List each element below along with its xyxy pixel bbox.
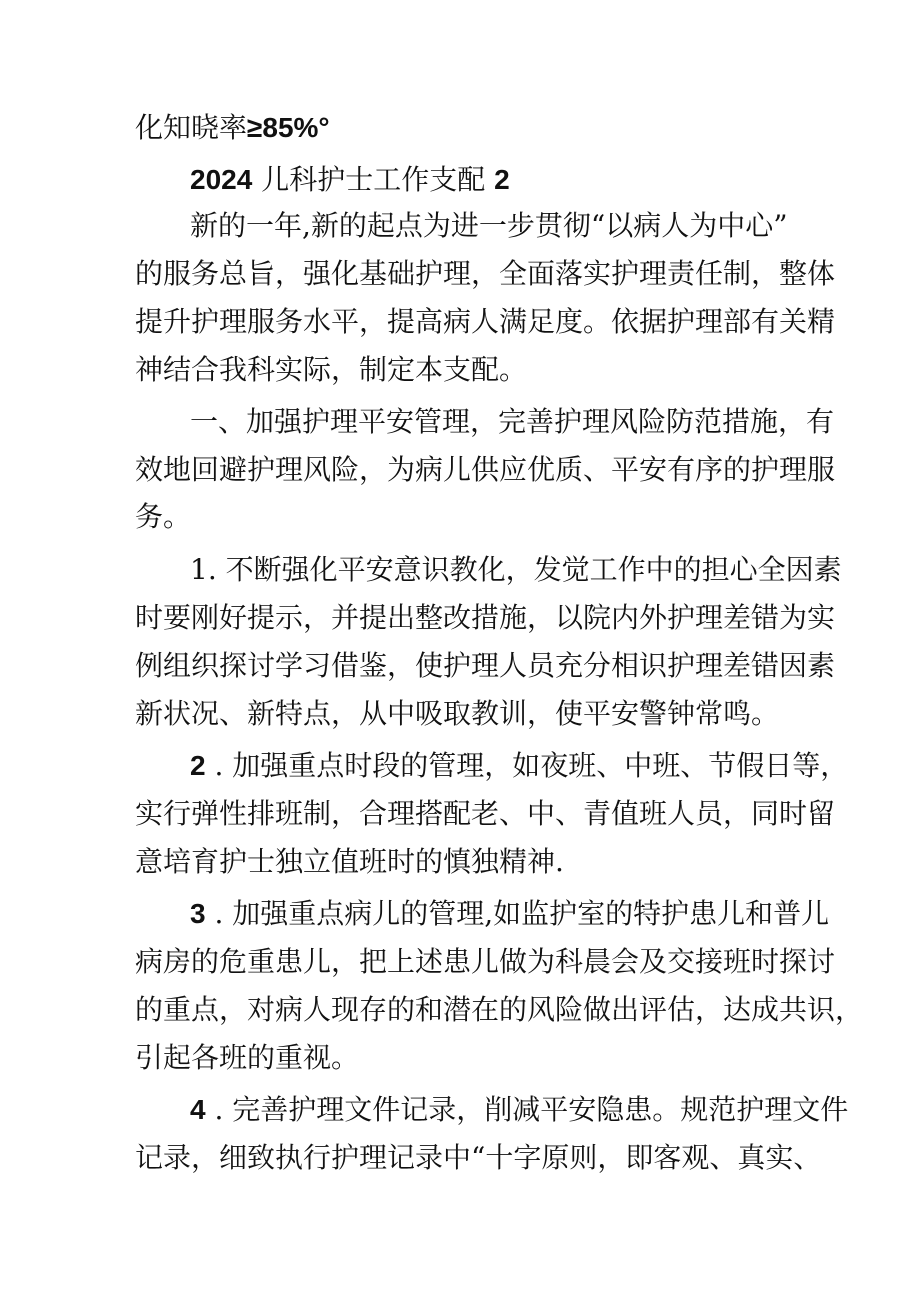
paragraph-2-line-3: 务。 (135, 500, 192, 533)
paragraph-1-line-3: 提升护理服务水平，提高病人满足度。依据护理部有关精 (135, 305, 836, 338)
paragraph-1-line-1: 新的一年,新的起点为进一步贯彻“以病人为中心” (190, 209, 788, 242)
section-heading (190, 160, 510, 200)
paragraph-5-line-1-text: . 加强重点病儿的管理,如监护室的特护患儿和普儿 (205, 897, 830, 930)
text-line-1-num: ≥85%° (247, 112, 330, 143)
paragraph-1-line-2: 的服务总旨，强化基础护理，全面落实护理责任制，整体 (135, 257, 836, 290)
paragraph-4-line-2: 实行弹性排班制，合理搭配老、中、青值班人员，同时留 (135, 797, 836, 830)
paragraph-3-line-2: 时要刚好提示，并提出整改措施，以院内外护理差错为实 (135, 601, 836, 634)
paragraph-2-line-2: 效地回避护理风险，为病儿供应优质、平安有序的护理服 (135, 453, 836, 486)
paragraph-6-number: 4 (190, 1094, 206, 1125)
text-line-1-pre: 化知晓率 (135, 111, 248, 144)
paragraph-5-line-4: 引起各班的重视。 (135, 1041, 360, 1074)
section-heading-title: 儿科护士工作支配 (252, 163, 495, 196)
paragraph-5-line-3: 的重点，对病人现存的和潜在的风险做出评估，达成共识， (135, 993, 864, 1026)
section-heading-year: 2024 (190, 164, 253, 195)
section-heading-number: 2 (494, 164, 510, 195)
text-line-1 (135, 108, 330, 148)
paragraph-1-line-4: 神结合我科实际，制定本支配。 (135, 353, 528, 386)
paragraph-2-line-1: 一、加强护理平安管理，完善护理风险防范措施，有 (190, 405, 835, 438)
paragraph-3-line-4: 新状况、新特点，从中吸取教训，使平安警钟常鸣。 (135, 697, 780, 730)
paragraph-5-line-1 (190, 894, 829, 934)
paragraph-5-line-2: 病房的危重患儿，把上述患儿做为科晨会及交接班时探讨 (135, 945, 836, 978)
paragraph-5-number: 3 (190, 898, 206, 929)
paragraph-4-line-1-text: . 加强重点时段的管理，如夜班、中班、节假日等， (205, 749, 849, 782)
paragraph-3-line-3: 例组织探讨学习借鉴，使护理人员充分相识护理差错因素 (135, 649, 836, 682)
paragraph-6-line-2: 记录，细致执行护理记录中“十字原则，即客观、真实、 (135, 1141, 822, 1174)
paragraph-3-line-1: 1. 不断强化平安意识教化，发觉工作中的担心全因素 (190, 553, 842, 586)
paragraph-4-number: 2 (190, 750, 206, 781)
paragraph-4-line-1 (190, 746, 848, 786)
paragraph-4-line-3: 意培育护士独立值班时的慎独精神. (135, 845, 564, 878)
paragraph-6-line-1 (190, 1090, 848, 1130)
paragraph-6-line-1-text: . 完善护理文件记录，削减平安隐患。规范护理文件 (205, 1093, 849, 1126)
